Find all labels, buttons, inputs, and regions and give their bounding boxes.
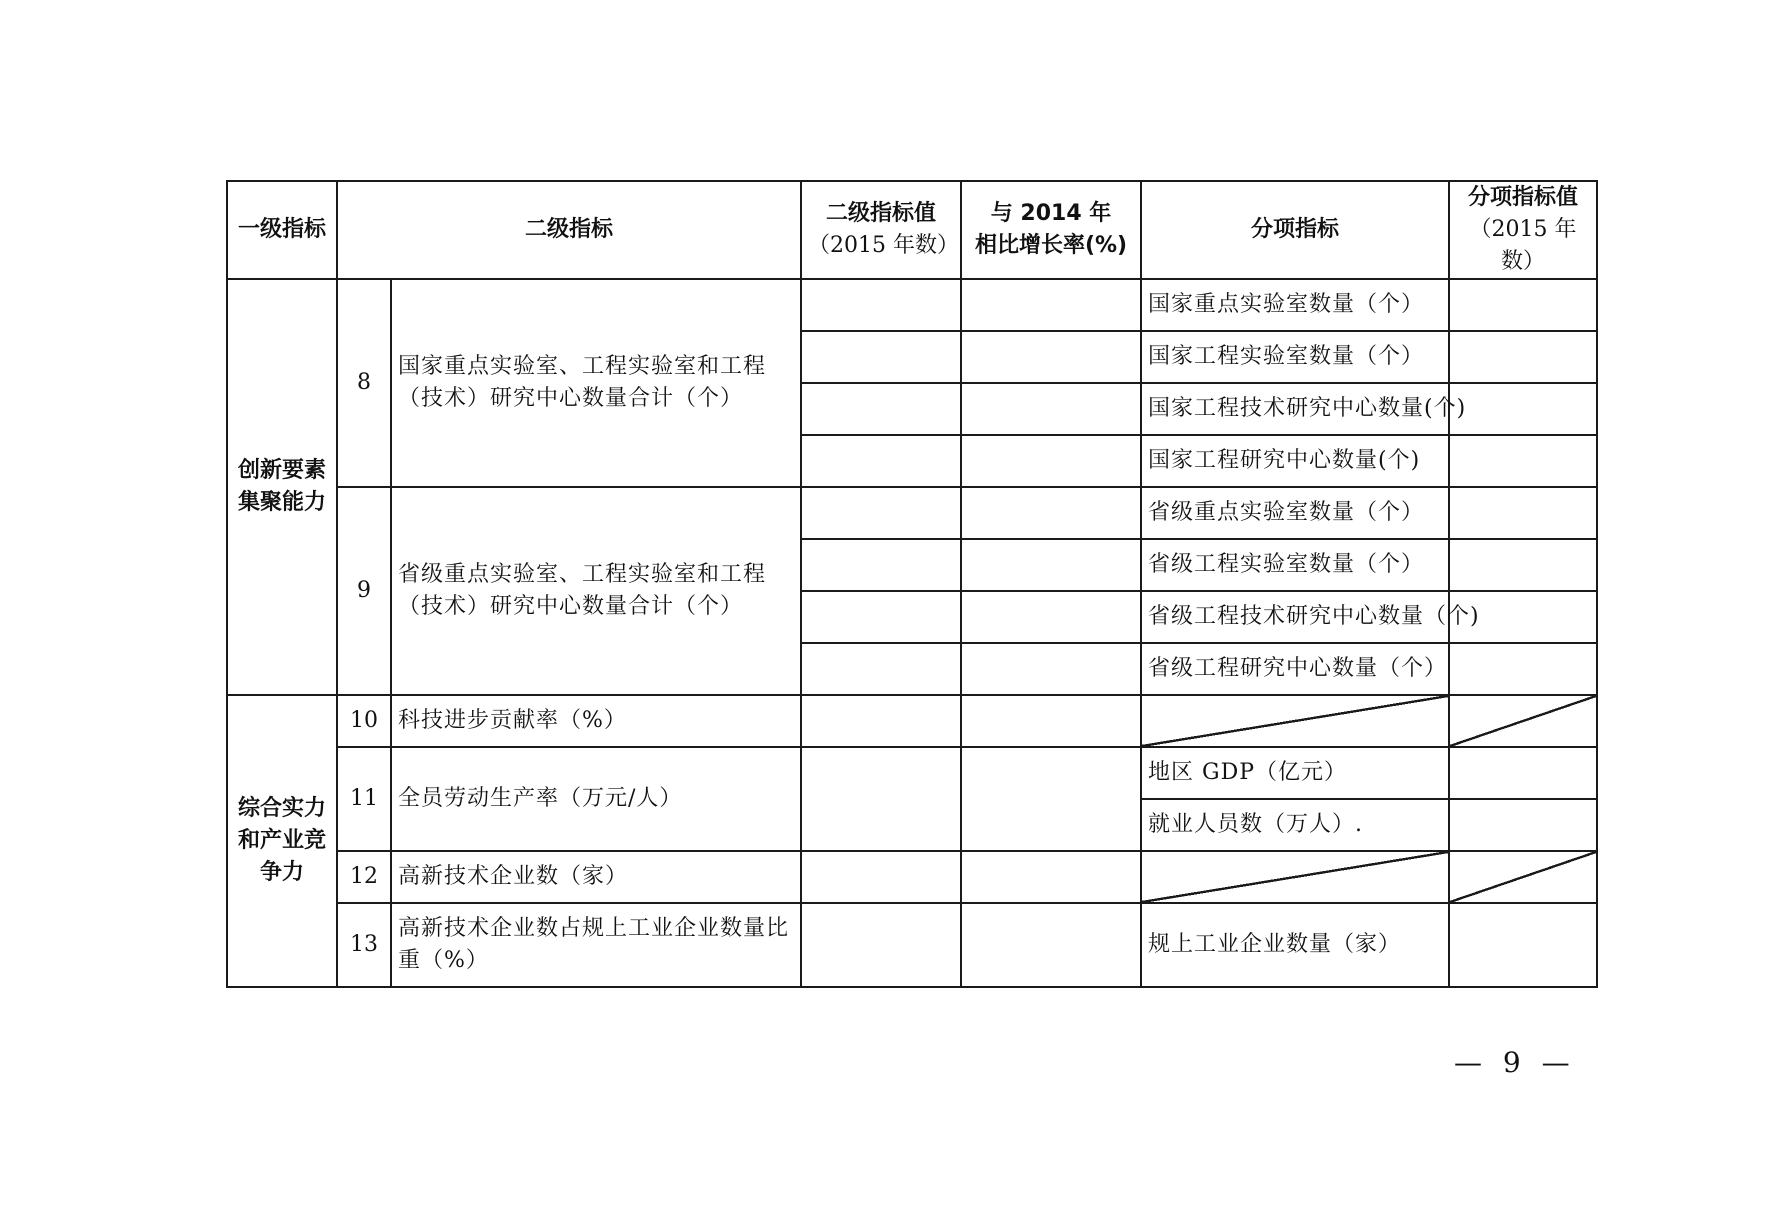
sub-value-cell[interactable]: [1449, 643, 1597, 695]
indicator-name: 全员劳动生产率（万元/人）: [391, 747, 801, 851]
sub-indicator: 国家重点实验室数量（个）: [1141, 279, 1449, 331]
growth-cell[interactable]: [961, 383, 1141, 435]
row-number: 11: [337, 747, 391, 851]
sub-indicator: 省级重点实验室数量（个）: [1141, 487, 1449, 539]
header-value-line2: （2015 年数）: [808, 232, 959, 258]
value-cell[interactable]: [801, 383, 961, 435]
growth-cell[interactable]: [961, 591, 1141, 643]
value-cell[interactable]: [801, 903, 961, 987]
growth-cell[interactable]: [961, 695, 1141, 747]
growth-cell[interactable]: [961, 487, 1141, 539]
value-cell[interactable]: [801, 279, 961, 331]
sub-indicator-na: [1141, 695, 1449, 747]
sub-indicator: 地区 GDP（亿元）: [1141, 747, 1449, 799]
row-number: 10: [337, 695, 391, 747]
header-sub: 分项指标: [1141, 181, 1449, 279]
table-row: [227, 851, 1597, 903]
sub-value-cell[interactable]: [1449, 539, 1597, 591]
table-row: [227, 903, 1597, 987]
indicator-name: 科技进步贡献率（%）: [391, 695, 801, 747]
growth-cell[interactable]: [961, 903, 1141, 987]
sub-value-cell[interactable]: [1449, 435, 1597, 487]
indicator-table: [226, 180, 1598, 988]
value-cell[interactable]: [801, 487, 961, 539]
header-sub-value: [1449, 181, 1597, 279]
header-level1: 一级指标: [227, 181, 337, 279]
value-cell[interactable]: [801, 331, 961, 383]
sub-value-cell[interactable]: [1449, 903, 1597, 987]
growth-cell[interactable]: [961, 851, 1141, 903]
growth-cell[interactable]: [961, 643, 1141, 695]
growth-cell[interactable]: [961, 539, 1141, 591]
sub-indicator: 规上工业企业数量（家）: [1141, 903, 1449, 987]
table-row: [227, 279, 1597, 331]
sub-indicator: 国家工程研究中心数量(个): [1141, 435, 1449, 487]
indicator-name: 高新技术企业数（家）: [391, 851, 801, 903]
row-number: 9: [337, 487, 391, 695]
header-level2: 二级指标: [337, 181, 801, 279]
sub-value-cell[interactable]: [1449, 487, 1597, 539]
group-innovation: 创新要素集聚能力: [227, 279, 337, 695]
header-value: [801, 181, 961, 279]
indicator-name: 高新技术企业数占规上工业企业数量比重（%）: [391, 903, 801, 987]
header-growth: [961, 181, 1141, 279]
table-row: [227, 747, 1597, 799]
header-sub-value-line1: 分项指标值: [1468, 185, 1579, 210]
row-number: 13: [337, 903, 391, 987]
sub-indicator-na: [1141, 851, 1449, 903]
sub-value-cell[interactable]: [1449, 747, 1597, 799]
header-row: [227, 181, 1597, 279]
growth-cell[interactable]: [961, 331, 1141, 383]
value-cell[interactable]: [801, 747, 961, 851]
header-sub-value-line2: （2015 年数）: [1469, 216, 1577, 274]
value-cell[interactable]: [801, 539, 961, 591]
sub-indicator: 国家工程技术研究中心数量(个): [1141, 383, 1449, 435]
growth-cell[interactable]: [961, 747, 1141, 851]
row-number: 12: [337, 851, 391, 903]
indicator-name: 省级重点实验室、工程实验室和工程（技术）研究中心数量合计（个）: [391, 487, 801, 695]
header-value-line1: 二级指标值: [826, 200, 937, 226]
sub-indicator: 就业人员数（万人）.: [1141, 799, 1449, 851]
growth-cell[interactable]: [961, 279, 1141, 331]
sub-value-na: [1449, 851, 1597, 903]
sub-value-cell[interactable]: [1449, 799, 1597, 851]
row-number: 8: [337, 279, 391, 487]
sub-indicator: 省级工程研究中心数量（个）: [1141, 643, 1449, 695]
growth-cell[interactable]: [961, 435, 1141, 487]
value-cell[interactable]: [801, 851, 961, 903]
value-cell[interactable]: [801, 591, 961, 643]
sub-value-cell[interactable]: [1449, 331, 1597, 383]
table-row: [227, 695, 1597, 747]
sub-value-cell[interactable]: [1449, 279, 1597, 331]
sub-indicator: 省级工程技术研究中心数量（个): [1141, 591, 1449, 643]
sub-value-cell[interactable]: [1449, 383, 1597, 435]
value-cell[interactable]: [801, 695, 961, 747]
group-competitiveness: 综合实力和产业竞争力: [227, 695, 337, 987]
value-cell[interactable]: [801, 643, 961, 695]
page-number: — 9 —: [1454, 1046, 1576, 1079]
value-cell[interactable]: [801, 435, 961, 487]
header-growth-line1: 与 2014 年: [990, 200, 1112, 226]
sub-value-na: [1449, 695, 1597, 747]
table-row: [227, 487, 1597, 539]
header-growth-line2: 相比增长率(%): [974, 232, 1128, 258]
sub-indicator: 国家工程实验室数量（个）: [1141, 331, 1449, 383]
sub-indicator: 省级工程实验室数量（个）: [1141, 539, 1449, 591]
indicator-name: 国家重点实验室、工程实验室和工程（技术）研究中心数量合计（个）: [391, 279, 801, 487]
